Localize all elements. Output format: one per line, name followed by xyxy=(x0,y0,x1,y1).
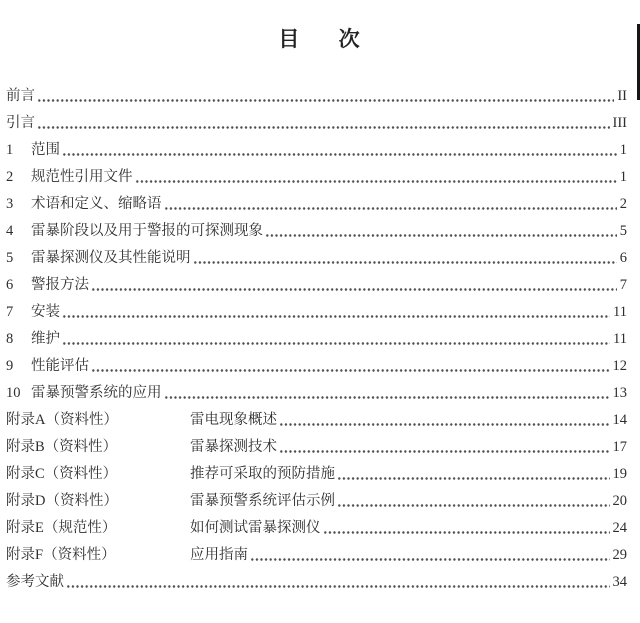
toc-entry xyxy=(6,380,627,407)
toc-entry xyxy=(6,434,627,461)
dot-leader xyxy=(91,272,617,299)
toc-entry-label: 如何测试雷暴探测仪 xyxy=(190,520,321,536)
dot-leader xyxy=(323,515,610,542)
toc-entry-page: 1 xyxy=(619,169,627,185)
toc-entry-page: 29 xyxy=(612,547,627,563)
toc-entry-label: 规范性引用文件 xyxy=(31,169,133,185)
dot-leader xyxy=(164,380,610,407)
toc-entry-label: 雷电现象概述 xyxy=(190,412,277,428)
toc-entry-page: 24 xyxy=(612,520,627,536)
toc-entry-label: 术语和定义、缩略语 xyxy=(31,196,162,212)
toc-entry-prefix: 8 xyxy=(6,331,14,347)
dot-leader xyxy=(337,461,610,488)
toc-entry-label: 雷暴预警系统的应用 xyxy=(31,385,162,401)
dot-leader xyxy=(37,110,610,137)
toc-entry-page: 2 xyxy=(619,196,627,212)
toc-entry-prefix: 附录E（规范性） xyxy=(6,520,117,536)
dot-leader xyxy=(66,569,610,596)
toc-entry-page: 1 xyxy=(619,142,627,158)
toc-entry-prefix: 附录F（资料性） xyxy=(6,547,116,563)
toc-entry-page: 20 xyxy=(612,493,627,509)
toc-entry-prefix: 附录A（资料性） xyxy=(6,412,118,428)
toc-entry-prefix: 附录D（资料性） xyxy=(6,493,118,509)
toc-entry-prefix: 2 xyxy=(6,169,14,185)
page-title: 目 次 xyxy=(278,27,362,51)
toc-entry-label: 前言 xyxy=(6,88,35,104)
toc-entry-page: 11 xyxy=(613,331,627,347)
dot-leader xyxy=(62,137,617,164)
toc-entry xyxy=(6,326,627,353)
toc-entry xyxy=(6,542,627,569)
dot-leader xyxy=(337,488,610,515)
toc-entry-prefix: 4 xyxy=(6,223,14,239)
toc-entry xyxy=(6,569,627,596)
dot-leader xyxy=(91,353,610,380)
dot-leader xyxy=(37,83,614,110)
toc-entry xyxy=(6,110,627,137)
toc-list xyxy=(6,83,627,596)
toc-entry-prefix: 9 xyxy=(6,358,14,374)
toc-entry-label: 引言 xyxy=(6,115,35,131)
toc-entry xyxy=(6,299,627,326)
toc-entry-page: 7 xyxy=(619,277,627,293)
dot-leader xyxy=(279,434,610,461)
toc-entry xyxy=(6,245,627,272)
toc-entry-label: 参考文献 xyxy=(6,574,64,590)
toc-entry-label: 雷暴阶段以及用于警报的可探测现象 xyxy=(31,223,263,239)
dot-leader xyxy=(62,299,610,326)
toc-entry-page: III xyxy=(612,115,627,131)
toc-entry xyxy=(6,218,627,245)
dot-leader xyxy=(193,245,617,272)
toc-entry-label: 范围 xyxy=(31,142,60,158)
toc-entry-page: 34 xyxy=(612,574,627,590)
toc-entry-prefix: 10 xyxy=(6,385,21,401)
toc-entry xyxy=(6,488,627,515)
toc-entry xyxy=(6,137,627,164)
toc-entry-page: 14 xyxy=(612,412,627,428)
toc-entry-page: 19 xyxy=(612,466,627,482)
toc-entry-prefix: 6 xyxy=(6,277,14,293)
toc-entry-page: 6 xyxy=(619,250,627,266)
toc-entry xyxy=(6,407,627,434)
toc-entry xyxy=(6,164,627,191)
toc-entry-label: 推荐可采取的预防措施 xyxy=(190,466,335,482)
dot-leader xyxy=(164,191,617,218)
toc-entry-prefix: 3 xyxy=(6,196,14,212)
toc-entry xyxy=(6,272,627,299)
dot-leader xyxy=(250,542,610,569)
toc-entry xyxy=(6,515,627,542)
toc-entry-prefix: 5 xyxy=(6,250,14,266)
toc-entry xyxy=(6,353,627,380)
toc-entry-page: 17 xyxy=(612,439,627,455)
toc-entry xyxy=(6,83,627,110)
toc-entry-prefix: 附录C（资料性） xyxy=(6,466,118,482)
toc-entry-label: 应用指南 xyxy=(190,547,248,563)
dot-leader xyxy=(279,407,610,434)
toc-entry-label: 性能评估 xyxy=(31,358,89,374)
toc-entry-prefix: 7 xyxy=(6,304,14,320)
toc-entry-label: 雷暴探测技术 xyxy=(190,439,277,455)
toc-entry-label: 安装 xyxy=(31,304,60,320)
toc-entry xyxy=(6,461,627,488)
toc-entry-page: 11 xyxy=(613,304,627,320)
toc-entry-prefix: 1 xyxy=(6,142,14,158)
toc-entry-prefix: 附录B（资料性） xyxy=(6,439,118,455)
toc-entry xyxy=(6,191,627,218)
toc-entry-page: II xyxy=(617,88,627,104)
toc-entry-page: 5 xyxy=(619,223,627,239)
dot-leader xyxy=(265,218,617,245)
toc-entry-label: 雷暴预警系统评估示例 xyxy=(190,493,335,509)
toc-entry-label: 维护 xyxy=(31,331,60,347)
toc-entry-label: 雷暴探测仪及其性能说明 xyxy=(31,250,191,266)
dot-leader xyxy=(135,164,617,191)
toc-entry-label: 警报方法 xyxy=(31,277,89,293)
dot-leader xyxy=(62,326,610,353)
toc-page xyxy=(0,24,640,623)
toc-entry-page: 13 xyxy=(612,385,627,401)
toc-entry-page: 12 xyxy=(612,358,627,374)
